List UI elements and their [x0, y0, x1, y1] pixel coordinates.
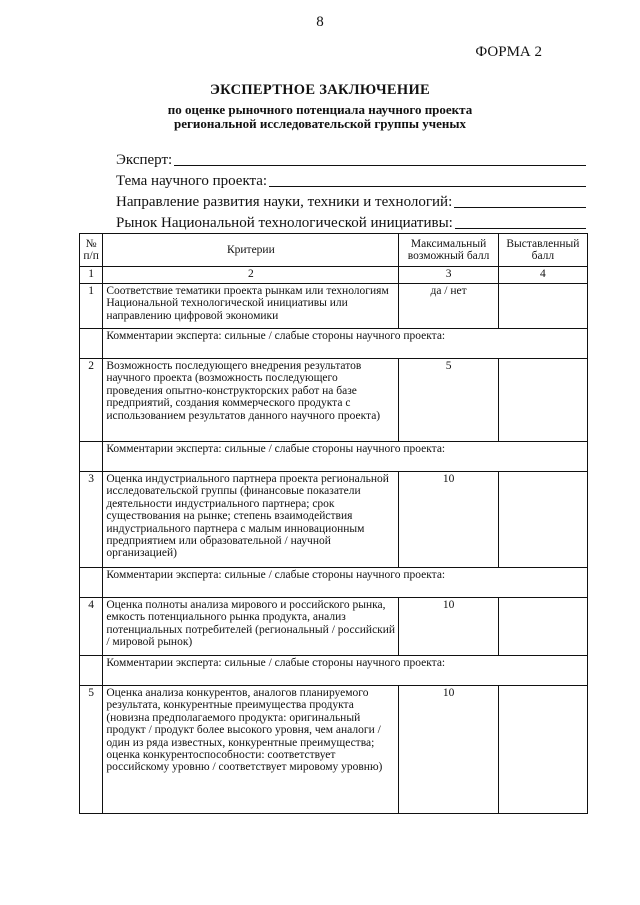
comment-spacer	[80, 329, 103, 359]
table-row	[80, 472, 588, 568]
header-given-score: Выставленный балл	[498, 234, 587, 267]
comment-row	[80, 568, 588, 598]
header-num: № п/п	[80, 234, 103, 267]
expert-comment[interactable]: Комментарии эксперта: сильные / слабые стороны научного проекта:	[103, 442, 588, 472]
expert-comment[interactable]: Комментарии эксперта: сильные / слабые стороны научного проекта:	[103, 656, 588, 686]
field-project-topic-label: Тема научного проекта:	[116, 173, 268, 189]
table-row	[80, 359, 588, 442]
criterion-text: Соответствие тематики проекта рынкам или технологиям Национальной технологической инициативы или направлению цифровой экономики	[103, 284, 399, 329]
criteria-table	[79, 233, 588, 814]
row-number: 2	[80, 359, 103, 442]
max-score: 10	[399, 598, 498, 656]
criterion-text: Оценка полноты анализа мирового и российского рынка, емкость потенциального рынка продукта, анализ потенциальных потребителей (региональный / российский / мировой рынок)	[103, 598, 399, 656]
table-header-row	[80, 234, 588, 267]
subtitle-line-1: по оценке рыночного потенциала научного проекта	[167, 102, 473, 117]
max-score: да / нет	[399, 284, 498, 329]
criterion-text: Оценка анализа конкурентов, аналогов планируемого результата, конкурентные преимущества продукта (новизна предполагаемого продукта: оригинальный продукт / продукт более высокого уровня, чем аналоги / один из ряда известных, конкурентные преимущества; оценка конкурентоспособности: соответствует российскому уровню / соответствует мировому уровню)	[103, 686, 399, 814]
comment-row	[80, 656, 588, 686]
field-expert-blank[interactable]	[174, 165, 586, 166]
comment-spacer	[80, 442, 103, 472]
field-science-direction-label: Направление развития науки, техники и технологий:	[116, 194, 453, 210]
comment-row	[80, 442, 588, 472]
column-number: 3	[399, 267, 498, 284]
max-score: 10	[399, 686, 498, 814]
expert-comment[interactable]: Комментарии эксперта: сильные / слабые стороны научного проекта:	[103, 568, 588, 598]
field-project-topic	[116, 169, 586, 190]
criterion-text: Возможность последующего внедрения результатов научного проекта (возможность последующего проведения опытно-конструкторских работ на базе предприятий, создания коммерческого продукта с использованием результатов данного научного проекта)	[103, 359, 399, 442]
max-score: 10	[399, 472, 498, 568]
given-score-cell[interactable]	[498, 686, 587, 814]
page-number: 8	[316, 14, 324, 30]
max-score: 5	[399, 359, 498, 442]
header-max-score: Максимальный возможный балл	[399, 234, 498, 267]
document-title: ЭКСПЕРТНОЕ ЗАКЛЮЧЕНИЕ	[209, 82, 431, 98]
column-number: 1	[80, 267, 103, 284]
header-criteria: Критерии	[103, 234, 399, 267]
comment-row	[80, 329, 588, 359]
table-row	[80, 598, 588, 656]
field-science-direction	[116, 190, 586, 211]
row-number: 3	[80, 472, 103, 568]
field-nti-market-label: Рынок Национальной технологической инициативы:	[116, 215, 453, 231]
comment-spacer	[80, 568, 103, 598]
field-expert-label: Эксперт:	[116, 152, 173, 168]
field-project-topic-blank[interactable]	[269, 186, 586, 187]
column-number: 4	[498, 267, 587, 284]
table-row	[80, 686, 588, 814]
row-number: 5	[80, 686, 103, 814]
criterion-text: Оценка индустриального партнера проекта региональной исследовательской группы (финансовые показатели деятельности индустриального партнера; срок существования на рынке; степень взаимодействия индустриального партнера с малым инновационным предприятием или образовательной / научной организацией)	[103, 472, 399, 568]
given-score-cell[interactable]	[498, 284, 587, 329]
comment-spacer	[80, 656, 103, 686]
form-label: ФОРМА 2	[475, 44, 542, 60]
field-science-direction-blank[interactable]	[454, 207, 586, 208]
table-row	[80, 284, 588, 329]
field-nti-market	[116, 211, 586, 232]
subtitle-line-2: региональной исследовательской группы ученых	[174, 116, 466, 131]
field-expert	[116, 148, 586, 169]
row-number: 1	[80, 284, 103, 329]
given-score-cell[interactable]	[498, 598, 587, 656]
column-number: 2	[103, 267, 399, 284]
header-fields	[116, 148, 586, 232]
given-score-cell[interactable]	[498, 359, 587, 442]
document-subtitle	[0, 103, 640, 131]
given-score-cell[interactable]	[498, 472, 587, 568]
expert-comment[interactable]: Комментарии эксперта: сильные / слабые стороны научного проекта:	[103, 329, 588, 359]
column-numbers-row	[80, 267, 588, 284]
row-number: 4	[80, 598, 103, 656]
field-nti-market-blank[interactable]	[455, 228, 586, 229]
